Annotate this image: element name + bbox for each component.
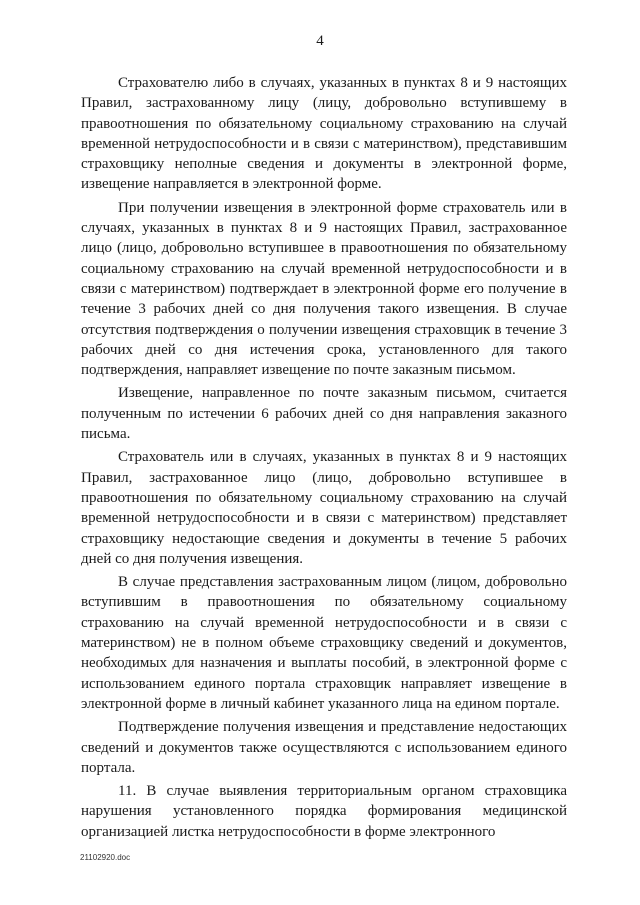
paragraph-1: Страхователю либо в случаях, указанных в пунктах 8 и 9 настоящих Правил, застрахованному лицу (лицу, добровольно вступившему в правоотношения по обязательному социальному страхованию на случай временной нетрудоспособности и в связи с материнством), представившим страховщику неполные сведения и документы в электронной форме, извещение направляется в электронной форме. bbox=[81, 75, 567, 193]
paragraph-5: В случае представления застрахованным лицом (лицом, добровольно вступившим в правоотношения по обязательному социальному страхованию на случай временной нетрудоспособности и в связи с материнством) не в полном объеме страховщику сведений и документов, необходимых для назначения и выплаты пособий, в электронной форме с использованием единого портала страховщик направляет извещение в электронной форме в личный кабинет указанного лица на едином портале. bbox=[81, 574, 567, 712]
paragraph-4: Страхователь или в случаях, указанных в пунктах 8 и 9 настоящих Правил, застрахованное лицо (лицо, добровольно вступившее в правоотношения по обязательному социальному страхованию на случай временной нетрудоспособности и в связи с материнством) представляет страховщику недостающие сведения и документы в течение 5 рабочих дней со дня получения извещения. bbox=[81, 449, 567, 567]
document-body bbox=[81, 73, 567, 845]
document-file-code: 21102920.doc bbox=[80, 853, 131, 862]
paragraph-2: При получении извещения в электронной форме страхователь или в случаях, указанных в пунктах 8 и 9 настоящих Правил, застрахованное лицо (лицо, добровольно вступившее в правоотношения по обязательному социальному страхованию на случай временной нетрудоспособности и в связи с материнством) подтверждает в электронной форме его получение в течение 3 рабочих дней со дня получения такого извещения. В случае отсутствия подтверждения о получении извещения страховщик в течение 3 рабочих дней со дня истечения срока, установленного для такого подтверждения, направляет извещение по почте заказным письмом. bbox=[81, 199, 567, 379]
paragraph-6: Подтверждение получения извещения и представление недостающих сведений и документов также осуществляются с использованием единого портала. bbox=[81, 719, 567, 776]
paragraph-7: 11. В случае выявления территориальным органом страховщика нарушения установленного порядка формирования медицинской организацией листка нетрудоспособности в форме электронного bbox=[81, 783, 567, 840]
paragraph-3: Извещение, направленное по почте заказным письмом, считается полученным по истечении 6 рабочих дней со дня направления заказного письма. bbox=[81, 385, 567, 443]
page-number: 4 bbox=[316, 33, 324, 49]
